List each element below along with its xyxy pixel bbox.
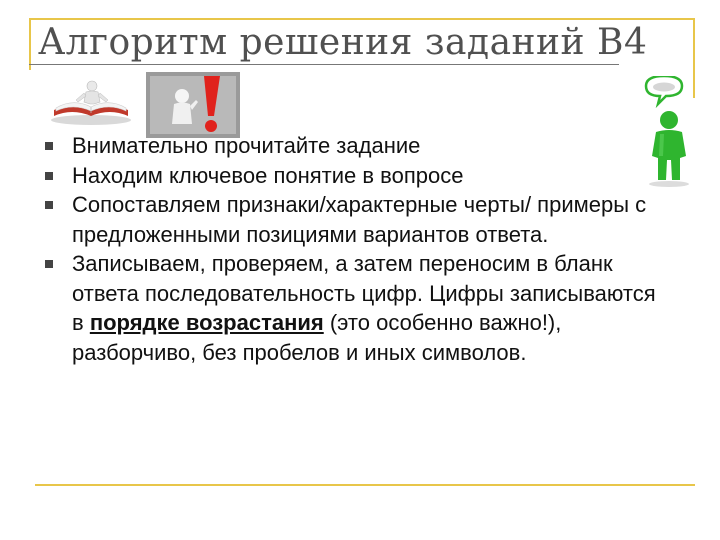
square-bullet-icon: [45, 201, 53, 209]
bullet-item: [42, 190, 672, 249]
title-underline: [29, 64, 619, 65]
emphasis-text: порядке возрастания: [89, 310, 324, 335]
frame-left-line: [29, 18, 31, 70]
bullet-item: [42, 249, 672, 367]
bullet-text: Сопоставляем признаки/характерные черты/ примеры с предложенными позициями вариантов ответа.: [72, 192, 647, 247]
bullet-text-after: (это особенно важно!), разборчиво, без пробелов и иных символов.: [72, 310, 562, 365]
square-bullet-icon: [45, 172, 53, 180]
bullet-text: Внимательно прочитайте задание: [72, 133, 421, 158]
book-figure-icon: [48, 80, 134, 126]
square-bullet-icon: [45, 260, 53, 268]
frame-top-line: [29, 18, 695, 20]
frame-bottom-line: [35, 484, 695, 486]
bullet-item: [42, 131, 672, 161]
square-bullet-icon: [45, 142, 53, 150]
bullet-list: [42, 131, 672, 367]
bullet-text: Находим ключевое понятие в вопросе: [72, 162, 464, 188]
slide-title: Алгоритм решения заданий В4: [38, 22, 648, 63]
bullet-text-before: Записываем, проверяем, а затем переносим в бланк ответа последовательность цифр. Цифры записываются в: [72, 251, 656, 335]
idea-exclamation-icon: [146, 72, 240, 138]
bullet-item: [42, 161, 672, 191]
